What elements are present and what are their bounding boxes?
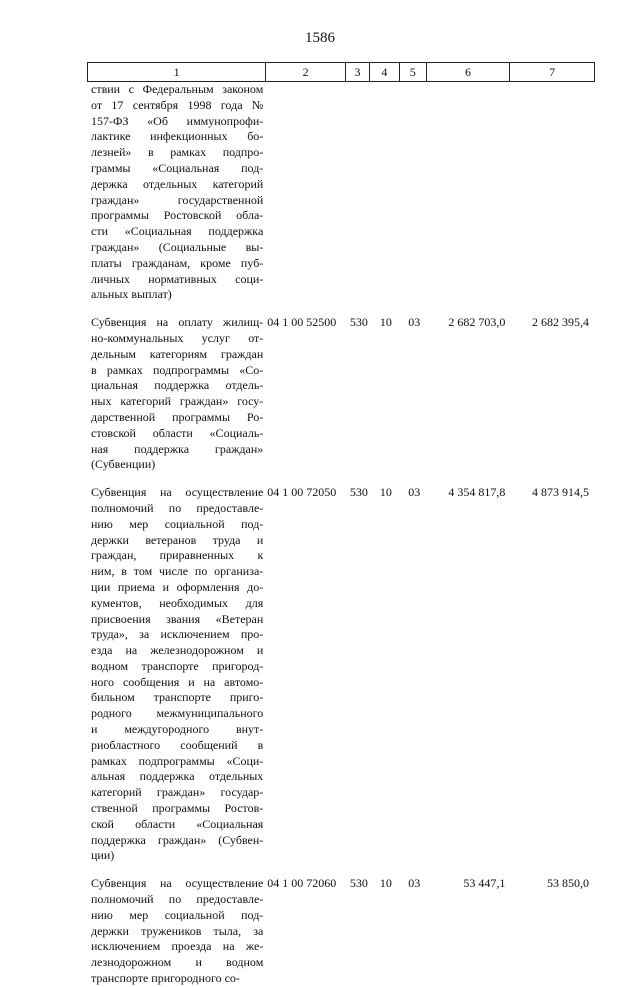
description-line: (Субвенции) (91, 457, 156, 472)
description-line: категорий граждан» государ- (91, 785, 264, 800)
description-line: держки тружеников тыла, за (91, 923, 264, 938)
column-header-2: 2 (266, 63, 346, 81)
description-line: 157-ФЗ «Об иммунопрофи- (91, 113, 264, 128)
description-line: граммы «Социальная под- (91, 160, 264, 175)
subsection-code: 03 (408, 485, 421, 500)
description-line: дарственной программы Ро- (91, 409, 264, 424)
target-article-code: 04 1 00 72050 (267, 485, 337, 500)
description-line: водном транспорте пригород- (91, 658, 264, 673)
amount-year-2: 4 873 914,5 (532, 485, 590, 500)
column-header-6: 6 (427, 63, 511, 81)
description-line: циальная поддержка отдель- (91, 378, 264, 393)
subsection-code: 03 (408, 876, 421, 891)
row-description (87, 82, 265, 303)
table-row (87, 876, 595, 987)
description-line: ного сообщения и на автомо- (91, 674, 264, 689)
description-line: труда», за исключением про- (91, 627, 264, 642)
expense-type: 530 (349, 876, 368, 891)
target-article-code (265, 82, 347, 303)
description-line: кументов, необходимых для (91, 595, 264, 610)
table-body (87, 82, 595, 987)
description-line: платы гражданам, кроме пуб- (91, 255, 264, 270)
column-header-1: 1 (88, 63, 266, 81)
description-line: рамках подпрограммы «Соци- (91, 753, 264, 768)
description-line: родного межмуниципального (91, 706, 264, 721)
column-header-3: 3 (346, 63, 370, 81)
description-line: личных нормативных соци- (91, 271, 264, 286)
subsection-code (401, 82, 428, 303)
description-line: в рамках подпрограммы «Со- (91, 362, 264, 377)
description-line: полномочий по предоставле- (91, 500, 264, 515)
amount-year-1 (428, 82, 512, 303)
description-line: ним, в том числе по организа- (91, 564, 264, 579)
description-line: дельным категориям граждан (91, 346, 264, 361)
description-line: полномочий по предоставле- (91, 892, 264, 907)
target-article-code: 04 1 00 72060 (267, 876, 337, 891)
description-line: ных категорий граждан» госу- (91, 394, 264, 409)
description-line: сти «Социальная поддержка (91, 224, 264, 239)
row-description (87, 485, 265, 864)
page-number: 1586 (305, 30, 335, 46)
section-code (371, 82, 401, 303)
description-line: стовской области «Социаль- (91, 425, 264, 440)
description-line: нию мер социальной под- (91, 516, 264, 531)
amount-year-1: 53 447,1 (463, 876, 506, 891)
amount-year-1: 4 354 817,8 (448, 485, 506, 500)
description-line: граждан» государственной (91, 192, 264, 207)
amount-year-1: 2 682 703,0 (448, 315, 506, 330)
column-header-7: 7 (549, 65, 556, 79)
description-line: нию мер социальной под- (91, 907, 264, 922)
description-line: Субвенция на оплату жилищ- (91, 315, 264, 330)
description-line: и междугородного внут- (91, 722, 264, 737)
subsection-code: 03 (408, 315, 421, 330)
amount-year-2 (511, 82, 595, 303)
description-line: транспорте пригородного со- (91, 971, 240, 986)
column-header-4: 4 (370, 63, 400, 81)
description-line: граждан, приравненных к (91, 548, 264, 563)
description-line: ции) (91, 848, 115, 863)
expense-type: 530 (349, 315, 368, 330)
description-line: присвоения звания «Ветеран (91, 611, 264, 626)
description-line: лезнодорожном и водном (91, 955, 264, 970)
row-description (87, 876, 265, 987)
amount-year-2: 53 850,0 (547, 876, 590, 891)
target-article-code: 04 1 00 52500 (267, 315, 337, 330)
description-line: риобластного сообщений в (91, 737, 264, 752)
description-line: Субвенция на осуществление (91, 876, 264, 891)
description-line: ствии с Федеральным законом (91, 82, 264, 96)
description-line: программы Ростовской обла- (91, 208, 264, 223)
table-row (87, 82, 595, 303)
description-line: держки ветеранов труда и (91, 532, 264, 547)
description-line: ской области «Социальная (91, 816, 264, 831)
section-code: 10 (379, 315, 392, 330)
description-line: альная поддержка отдельных (91, 769, 264, 784)
section-code: 10 (379, 876, 392, 891)
description-line: езда на железнодорожном и (91, 643, 264, 658)
description-line: бильном транспорте приго- (91, 690, 264, 705)
table-row (87, 315, 595, 473)
amount-year-2: 2 682 395,4 (532, 315, 590, 330)
description-line: поддержка граждан» (Субвен- (91, 832, 264, 847)
table-row (87, 485, 595, 864)
description-line: лактике инфекционных бо- (91, 129, 264, 144)
description-line: ции приема и оформления до- (91, 579, 264, 594)
table-header (87, 62, 595, 82)
section-code: 10 (379, 485, 392, 500)
row-description (87, 315, 265, 473)
description-line: Субвенция на осуществление (91, 485, 264, 500)
description-line: ственной программы Ростов- (91, 801, 264, 816)
expense-type: 530 (349, 485, 368, 500)
description-line: граждан» (Социальные вы- (91, 239, 264, 254)
expense-type (347, 82, 371, 303)
description-line: но-коммунальных услуг от- (91, 330, 264, 345)
description-line: лезней» в рамках подпро- (91, 145, 264, 160)
description-line: альных выплат) (91, 287, 172, 302)
description-line: исключением проезда на же- (91, 939, 264, 954)
description-line: ная поддержка граждан» (91, 441, 264, 456)
description-line: держка отдельных категорий (91, 176, 264, 191)
column-header-5: 5 (400, 63, 427, 81)
description-line: от 17 сентября 1998 года № (91, 97, 264, 112)
